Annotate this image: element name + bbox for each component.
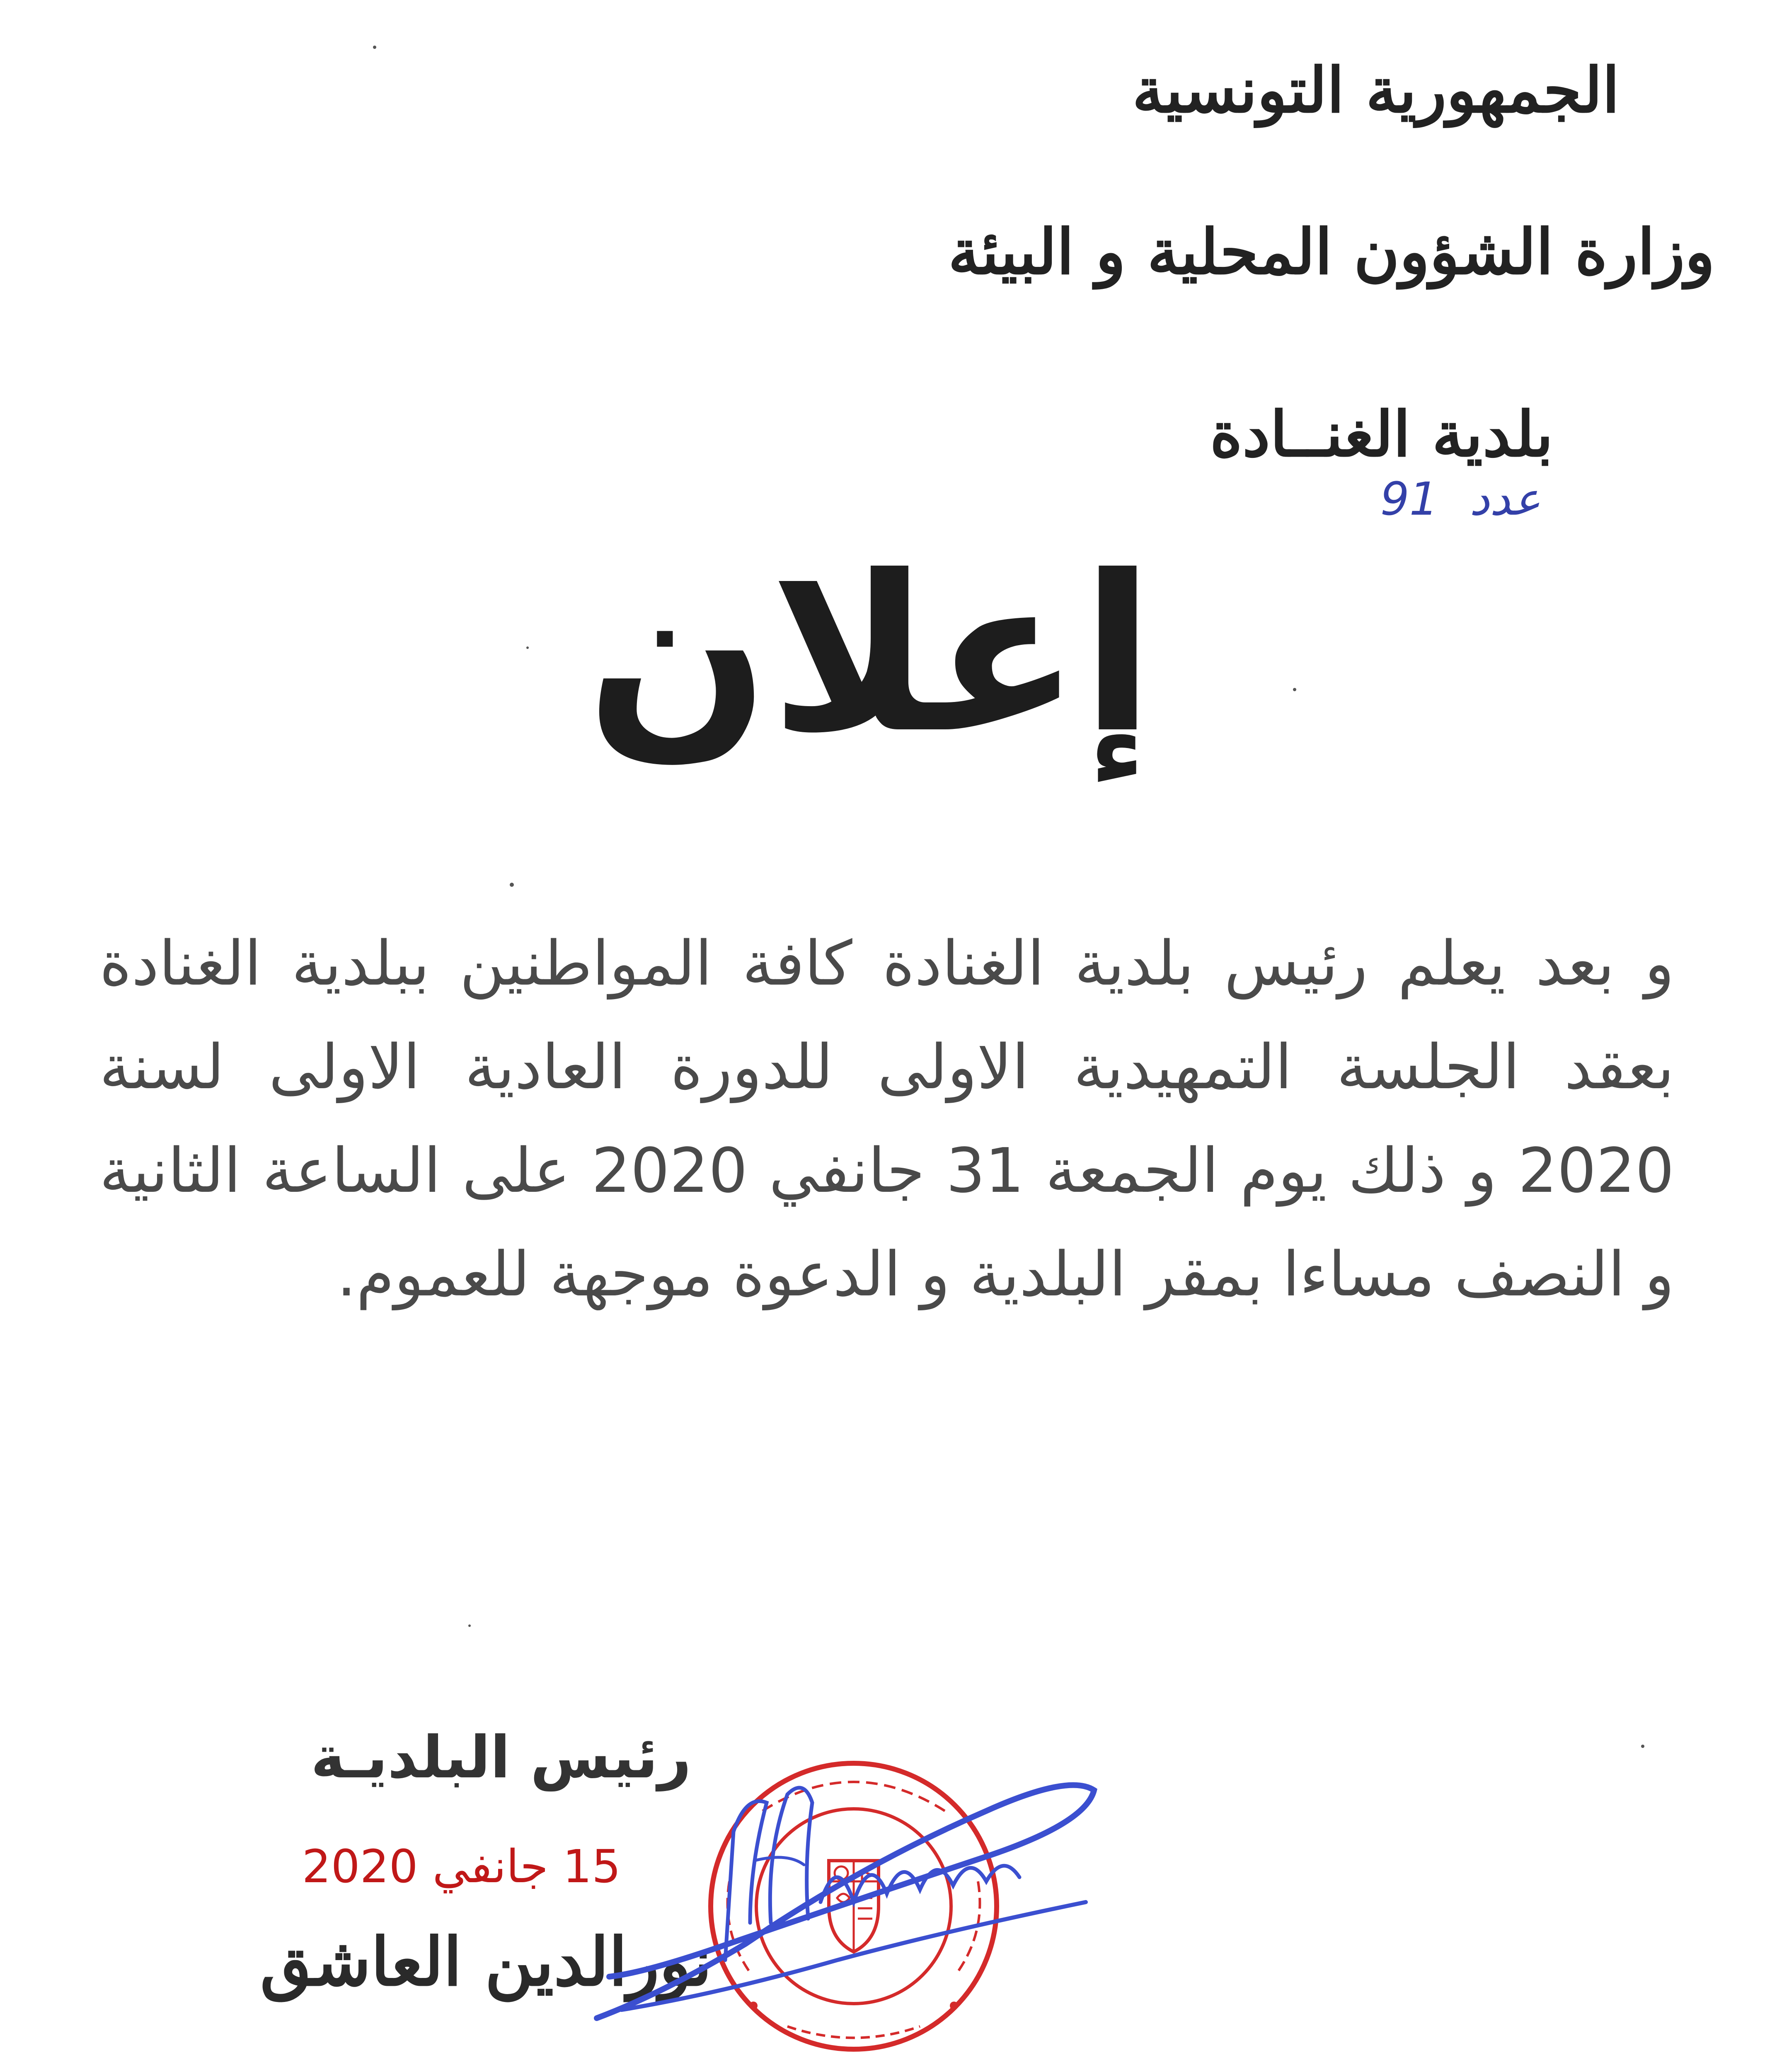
signature-date: 15 جانفي 2020 bbox=[302, 1840, 621, 1893]
ministry-heading: وزارة الشؤون المحلية و البيئة bbox=[948, 215, 1715, 288]
announcement-body: و بعد يعلم رئيس بلدية الغنادة كافة المواطنين ببلدية الغنادة بعقد الجلسة التمهيدية الاولى للدورة العادية الاولى لسنة 2020 و ذلك يوم الجمعة 31 جانفي 2020 على الساعة الثانية و النصف مساءا بمقر البلدية و الدعوة موجهة للعموم. bbox=[99, 928, 1674, 1310]
signatory-name: نورالدين العاشق bbox=[260, 1923, 712, 2001]
municipality-heading: بلدية الغنــادة bbox=[1210, 398, 1553, 471]
scan-speck bbox=[1293, 688, 1296, 691]
handwritten-signature-icon bbox=[572, 1728, 1119, 2060]
reference-value: 91 bbox=[1380, 472, 1438, 525]
republic-heading: الجمهورية التونسية bbox=[1132, 54, 1620, 127]
scan-speck bbox=[510, 883, 514, 887]
scan-speck bbox=[373, 46, 376, 49]
reference-number bbox=[1380, 472, 1541, 525]
announcement-title: إعلان bbox=[586, 529, 1155, 780]
signatory-title: رئيس البلديـة bbox=[311, 1724, 691, 1791]
scan-speck bbox=[526, 646, 529, 649]
scan-speck bbox=[468, 1624, 471, 1627]
scan-speck bbox=[1641, 1745, 1644, 1748]
reference-label: عدد bbox=[1469, 472, 1541, 525]
